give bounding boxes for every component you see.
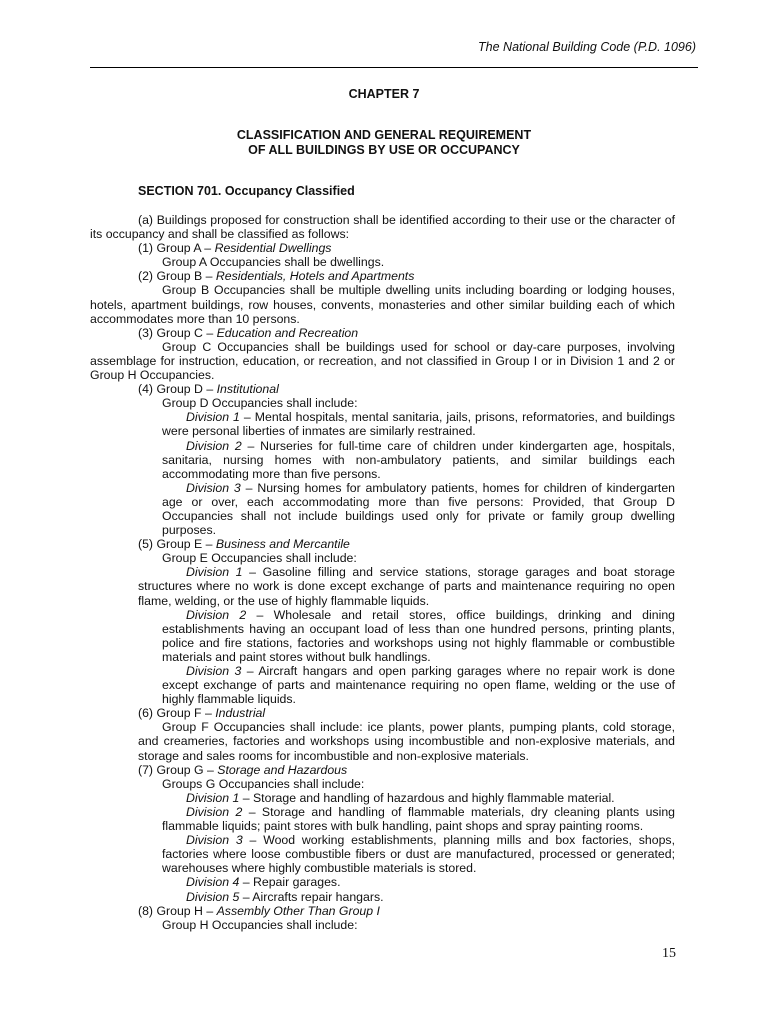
group-c-name: Education and Recreation — [216, 325, 359, 340]
group-e-division-3 — [90, 664, 675, 706]
group-g-division-4 — [90, 875, 675, 889]
chapter-title — [0, 128, 768, 158]
group-h-include: Group H Occupancies shall include: — [162, 917, 358, 932]
group-b-name: Residentials, Hotels and Apartments — [215, 269, 415, 284]
group-f-number: (6) Group F – — [138, 706, 216, 721]
group-b-text: Group B Occupancies shall be multiple dwelling units including boarding or lodging houses, hotels, apartment buildings, row houses, convents, monasteries and other similar building each of which accommodates more than 10 persons. — [90, 283, 675, 326]
division-text: – Aircraft hangars and open parking garages where no repair work is done except exchange of parts and maintenance requiring no open flame, welding or the use of highly flammable liquids. — [162, 664, 675, 707]
group-h-number: (8) Group H – — [138, 903, 217, 918]
division-text: – Storage and handling of hazardous and highly flammable material. — [239, 790, 615, 805]
division-text: – Aircrafts repair hangars. — [239, 889, 384, 904]
division-label: Division 3 — [186, 833, 243, 848]
chapter-title-line-2: OF ALL BUILDINGS BY USE OR OCCUPANCY — [248, 143, 520, 157]
group-e-heading — [90, 537, 675, 551]
division-label: Division 1 — [186, 565, 243, 580]
group-c-number: (3) Group C – — [138, 325, 217, 340]
group-g-division-5 — [90, 890, 675, 904]
group-g-heading — [90, 763, 675, 777]
chapter-title-line-1: CLASSIFICATION AND GENERAL REQUIREMENT — [236, 128, 532, 142]
chapter-heading: CHAPTER 7 — [348, 87, 420, 101]
group-e-include: Group E Occupancies shall include: — [162, 551, 357, 566]
division-label: Division 1 — [186, 790, 240, 805]
group-g-division-3 — [90, 833, 675, 875]
group-g-division-2 — [90, 805, 675, 833]
group-e-division-1 — [90, 565, 675, 607]
intro-paragraph: (a) Buildings proposed for construction shall be identified according to their use or the character of its occupancy and shall be classified as follows: — [90, 213, 675, 242]
division-label: Division 4 — [186, 875, 240, 890]
group-d-division-2 — [90, 439, 675, 481]
group-d-number: (4) Group D – — [138, 382, 217, 397]
group-b-heading — [90, 269, 675, 283]
group-f-heading — [90, 706, 675, 720]
division-text: – Nursing homes for ambulatory patients, homes for children of kindergarten age or over, each accommodating more than five persons: Provided, that Group D Occupancies shall not include buildings used only for private or family group dwelling purposes. — [162, 480, 675, 538]
division-text: – Wholesale and retail stores, office buildings, drinking and dining establishments having an occupant load of less than one hundred persons, printing plants, police and fire stations, factories and workshops using not highly flammable or combustible materials and paint stores without bulk handlings. — [162, 607, 675, 664]
group-e-number: (5) Group E – — [138, 537, 216, 552]
group-b-number: (2) Group B – — [138, 269, 216, 284]
group-d-name: Institutional — [216, 382, 279, 397]
division-label: Division 1 — [186, 410, 240, 425]
division-label: Division 2 — [186, 804, 243, 819]
division-label: Division 3 — [186, 664, 242, 678]
division-label: Division 2 — [186, 438, 242, 453]
division-text: – Wood working establishments, planning mills and box factories, shops, factories where loose combustible fibers or dust are manufactured, processed or generated; warehouses where highly combustible materials is stored. — [162, 833, 676, 876]
group-a-text: Group A Occupancies shall be dwellings. — [162, 255, 385, 270]
group-f-text: Group F Occupancies shall include: ice plants, power plants, pumping plants, cold storage, and creameries, factories and workshops using incombustible and non-explosive materials, and storage and sales rooms for incombustible and non-explosive materials. — [138, 720, 675, 763]
group-h-heading — [90, 904, 675, 918]
group-a-heading — [90, 241, 675, 255]
group-e-division-2 — [90, 608, 675, 664]
group-d-include: Group D Occupancies shall include: — [162, 396, 358, 411]
group-c-heading — [90, 326, 675, 340]
division-text: – Storage and handling of flammable materials, dry cleaning plants using flammable liquids; paint stores with bulk handling, paint shops and spray painting rooms. — [162, 804, 675, 834]
page-number: 15 — [662, 946, 676, 961]
group-g-division-1 — [90, 791, 675, 805]
group-d-division-3 — [90, 481, 675, 537]
group-g-include: Groups G Occupancies shall include: — [162, 776, 365, 791]
group-a-number: (1) Group A – — [138, 241, 215, 256]
division-label: Division 3 — [186, 480, 241, 495]
group-c-text: Group C Occupancies shall be buildings used for school or day-care purposes, involving assemblage for instruction, education, or recreation, and not classified in Group I or in Division 1 and 2 or Group H Occupancies. — [90, 339, 675, 383]
section-heading: SECTION 701. Occupancy Classified — [138, 184, 355, 198]
header-rule — [90, 67, 698, 68]
division-label: Division 2 — [186, 607, 247, 622]
group-d-heading — [90, 382, 675, 396]
document-body — [90, 213, 675, 932]
group-f-name: Industrial — [215, 706, 266, 721]
running-header: The National Building Code (P.D. 1096) — [478, 40, 696, 54]
division-text: – Repair garages. — [239, 875, 341, 890]
group-g-number: (7) Group G – — [138, 762, 218, 777]
division-text: – Gasoline filling and service stations, storage garages and boat storage structures where no work is done except exchange of parts and maintenance requiring no open flame, welding, or the use of highly flammable liquids. — [138, 565, 675, 608]
group-e-name: Business and Mercantile — [215, 537, 350, 552]
group-g-name: Storage and Hazardous — [217, 762, 348, 777]
division-text: – Nurseries for full-time care of children under kindergarten age, hospitals, sanitaria, nursing homes with non-ambulatory patients, and similar buildings each accommodating more than five persons. — [162, 438, 675, 481]
group-d-division-1 — [90, 410, 675, 438]
group-a-name: Residential Dwellings — [214, 241, 332, 256]
division-label: Division 5 — [186, 889, 240, 904]
division-text: – Mental hospitals, mental sanitaria, jails, prisons, reformatories, and buildings were personal liberties of inmates are similarly restrained. — [162, 410, 676, 439]
group-h-name: Assembly Other Than Group I — [216, 903, 380, 918]
